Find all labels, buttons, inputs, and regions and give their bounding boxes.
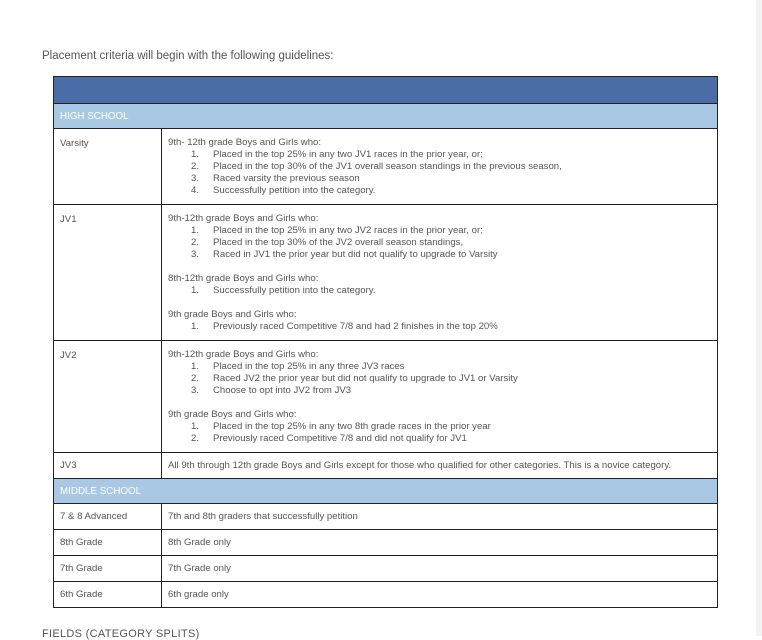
criteria-text: Placed in the top 25% in any two 8th grade races in the prior year <box>213 421 491 432</box>
list-number: 3. <box>191 385 200 396</box>
criteria-text: Raced JV2 the prior year but did not qualify to upgrade to JV1 or Varsity <box>213 373 518 384</box>
section-row-high-school <box>54 104 718 129</box>
table-row <box>54 582 718 608</box>
list-number: 1. <box>191 149 200 160</box>
criteria-item <box>168 433 711 445</box>
criteria-group-heading: 9th-12th grade Boys and Girls who: <box>168 213 319 224</box>
list-number: 1. <box>191 361 200 372</box>
table-row <box>54 205 718 341</box>
criteria-text: Raced varsity the previous season <box>213 173 360 184</box>
criteria-list <box>168 149 711 197</box>
criteria-item <box>168 149 711 161</box>
criteria-cell <box>162 205 718 341</box>
criteria-group-heading: 9th grade Boys and Girls who: <box>168 409 297 420</box>
list-number: 2. <box>191 237 200 248</box>
criteria-item <box>168 225 711 237</box>
criteria-list <box>168 421 711 445</box>
category-cell: 6th Grade <box>54 582 162 608</box>
criteria-group <box>168 409 711 445</box>
category-cell: JV2 <box>54 341 162 453</box>
category-cell: 7 & 8 Advanced <box>54 504 162 530</box>
criteria-group-heading: 8th-12th grade Boys and Girls who: <box>168 273 319 284</box>
list-number: 2. <box>191 161 200 172</box>
table-row <box>54 556 718 582</box>
criteria-text: Placed in the top 25% in any two JV2 races in the prior year, or; <box>213 225 483 236</box>
criteria-text: Choose to opt into JV2 from JV3 <box>213 385 352 396</box>
section-heading: FIELDS (CATEGORY SPLITS) <box>42 628 200 640</box>
table-row <box>54 453 718 479</box>
criteria-item <box>168 385 711 397</box>
criteria-item <box>168 185 711 197</box>
criteria-cell <box>162 341 718 453</box>
table-row <box>54 129 718 205</box>
criteria-item <box>168 373 711 385</box>
placement-criteria-table <box>53 76 718 608</box>
criteria-group <box>168 273 711 297</box>
criteria-group <box>168 137 711 197</box>
criteria-list <box>168 285 711 297</box>
table-row <box>54 530 718 556</box>
scrollbar-track[interactable] <box>756 0 762 636</box>
criteria-list <box>168 225 711 261</box>
criteria-item <box>168 173 711 185</box>
intro-text: Placement criteria will begin with the following guidelines: <box>42 50 334 62</box>
criteria-group <box>168 309 711 333</box>
criteria-text: Previously raced Competitive 7/8 and did not qualify for JV1 <box>213 433 467 444</box>
table-header-band <box>54 77 718 104</box>
criteria-item <box>168 285 711 297</box>
criteria-item <box>168 321 711 333</box>
list-number: 1. <box>191 421 200 432</box>
criteria-text: Placed in the top 30% of the JV1 overall season standings in the previous season, <box>213 161 562 172</box>
table-row <box>54 341 718 453</box>
criteria-cell: 6th grade only <box>162 582 718 608</box>
list-number: 3. <box>191 173 200 184</box>
table-row <box>54 504 718 530</box>
criteria-item <box>168 161 711 173</box>
criteria-list <box>168 321 711 333</box>
criteria-text: Successfully petition into the category. <box>213 285 376 296</box>
criteria-group <box>168 349 711 397</box>
list-number: 1. <box>191 321 200 332</box>
list-number: 4. <box>191 185 200 196</box>
criteria-cell <box>162 129 718 205</box>
criteria-cell: 7th Grade only <box>162 556 718 582</box>
criteria-text: Placed in the top 25% in any two JV1 races in the prior year, or; <box>213 149 483 160</box>
criteria-item <box>168 237 711 249</box>
criteria-group-heading: 9th-12th grade Boys and Girls who: <box>168 349 319 360</box>
section-label: HIGH SCHOOL <box>54 104 718 129</box>
criteria-cell: 7th and 8th graders that successfully petition <box>162 504 718 530</box>
criteria-text: Successfully petition into the category. <box>213 185 376 196</box>
section-row-middle-school <box>54 479 718 504</box>
criteria-list <box>168 361 711 397</box>
criteria-group <box>168 213 711 261</box>
criteria-group-heading: 9th- 12th grade Boys and Girls who: <box>168 137 322 148</box>
category-cell: JV3 <box>54 453 162 479</box>
criteria-item <box>168 421 711 433</box>
list-number: 1. <box>191 285 200 296</box>
criteria-cell: All 9th through 12th grade Boys and Girls except for those who qualified for other categories. This is a novice category. <box>162 453 718 479</box>
criteria-text: Placed in the top 30% of the JV2 overall season standings, <box>213 237 464 248</box>
list-number: 3. <box>191 249 200 260</box>
list-number: 1. <box>191 225 200 236</box>
criteria-cell: 8th Grade only <box>162 530 718 556</box>
category-cell: 7th Grade <box>54 556 162 582</box>
category-cell: JV1 <box>54 205 162 341</box>
criteria-item <box>168 249 711 261</box>
category-cell: 8th Grade <box>54 530 162 556</box>
list-number: 2. <box>191 433 200 444</box>
criteria-item <box>168 361 711 373</box>
criteria-text: Raced in JV1 the prior year but did not qualify to upgrade to Varsity <box>213 249 498 260</box>
criteria-group-heading: 9th grade Boys and Girls who: <box>168 309 297 320</box>
list-number: 2. <box>191 373 200 384</box>
criteria-text: Previously raced Competitive 7/8 and had 2 finishes in the top 20% <box>213 321 498 332</box>
criteria-text: Placed in the top 25% in any three JV3 races <box>213 361 405 372</box>
category-cell: Varsity <box>54 129 162 205</box>
section-label: MIDDLE SCHOOL <box>54 479 718 504</box>
